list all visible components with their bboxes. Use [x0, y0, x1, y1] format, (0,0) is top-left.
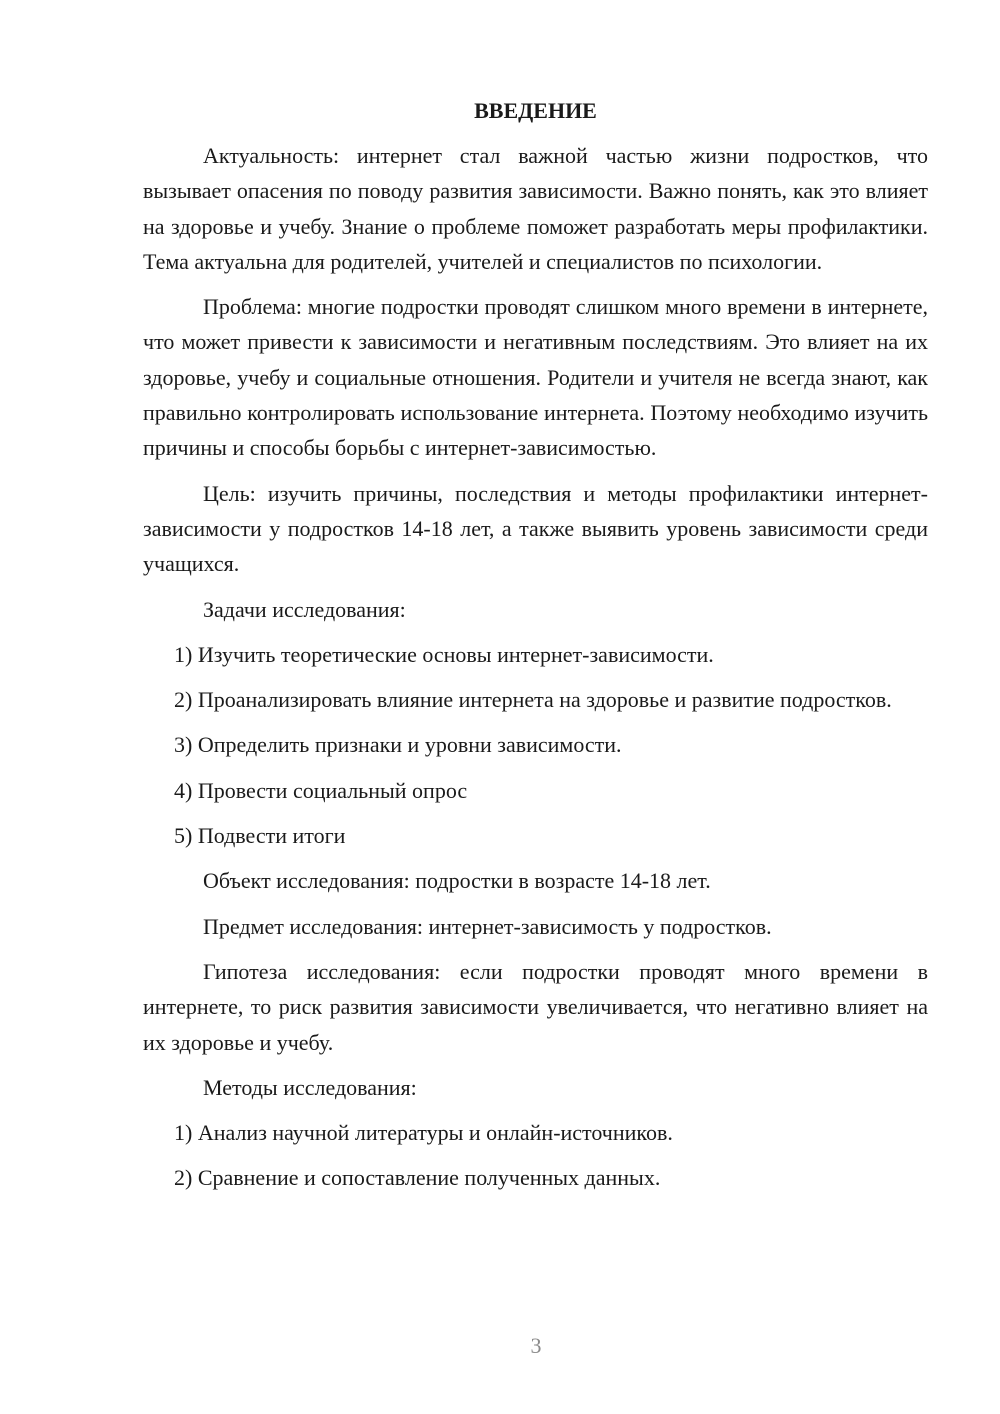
tasks-label: Задачи исследования: [203, 596, 406, 622]
page-content [143, 93, 928, 1206]
task-item: 1) Изучить теоретические основы интернет-зависимости. [174, 641, 714, 667]
relevance-paragraph: Актуальность: интернет стал важной частью жизни подростков, что вызывает опасения по поводу развития зависимости. Важно понять, как это влияет на здоровье и учебу. Знание о проблеме поможет разработать меры профилактики. Тема актуальна для родителей, учителей и специалистов по психологии. [143, 143, 928, 274]
hypothesis-paragraph: Гипотеза исследования: если подростки проводят много времени в интернете, то риск развития зависимости увеличивается, что негативно влияет на их здоровье и учебу. [143, 958, 928, 1055]
subject-paragraph: Предмет исследования: интернет-зависимость у подростков. [203, 913, 772, 939]
method-item: 2) Сравнение и сопоставление полученных данных. [174, 1165, 661, 1191]
page-number: 3 [530, 1333, 542, 1358]
task-item: 2) Проанализировать влияние интернета на здоровье и развитие подростков. [174, 687, 892, 713]
task-item: 3) Определить признаки и уровни зависимости. [174, 732, 622, 758]
problem-paragraph: Проблема: многие подростки проводят слишком много времени в интернете, что может привести к зависимости и негативным последствиям. Это влияет на их здоровье, учебу и социальные отношения. Родители и учителя не всегда знают, как правильно контролировать использование интернета. Поэтому необходимо изучить причины и способы борьбы с интернет-зависимостью. [143, 294, 928, 461]
methods-label: Методы исследования: [203, 1074, 417, 1100]
section-heading: ВВЕДЕНИЕ [474, 98, 597, 123]
goal-paragraph: Цель: изучить причины, последствия и методы профилактики интернет-зависимости у подростков 14-18 лет, а также выявить уровень зависимости среди учащихся. [143, 480, 928, 577]
task-item: 5) Подвести итоги [174, 823, 346, 849]
method-item: 1) Анализ научной литературы и онлайн-источников. [174, 1120, 673, 1146]
task-item: 4) Провести социальный опрос [174, 777, 468, 803]
object-paragraph: Объект исследования: подростки в возрасте 14-18 лет. [203, 868, 711, 894]
